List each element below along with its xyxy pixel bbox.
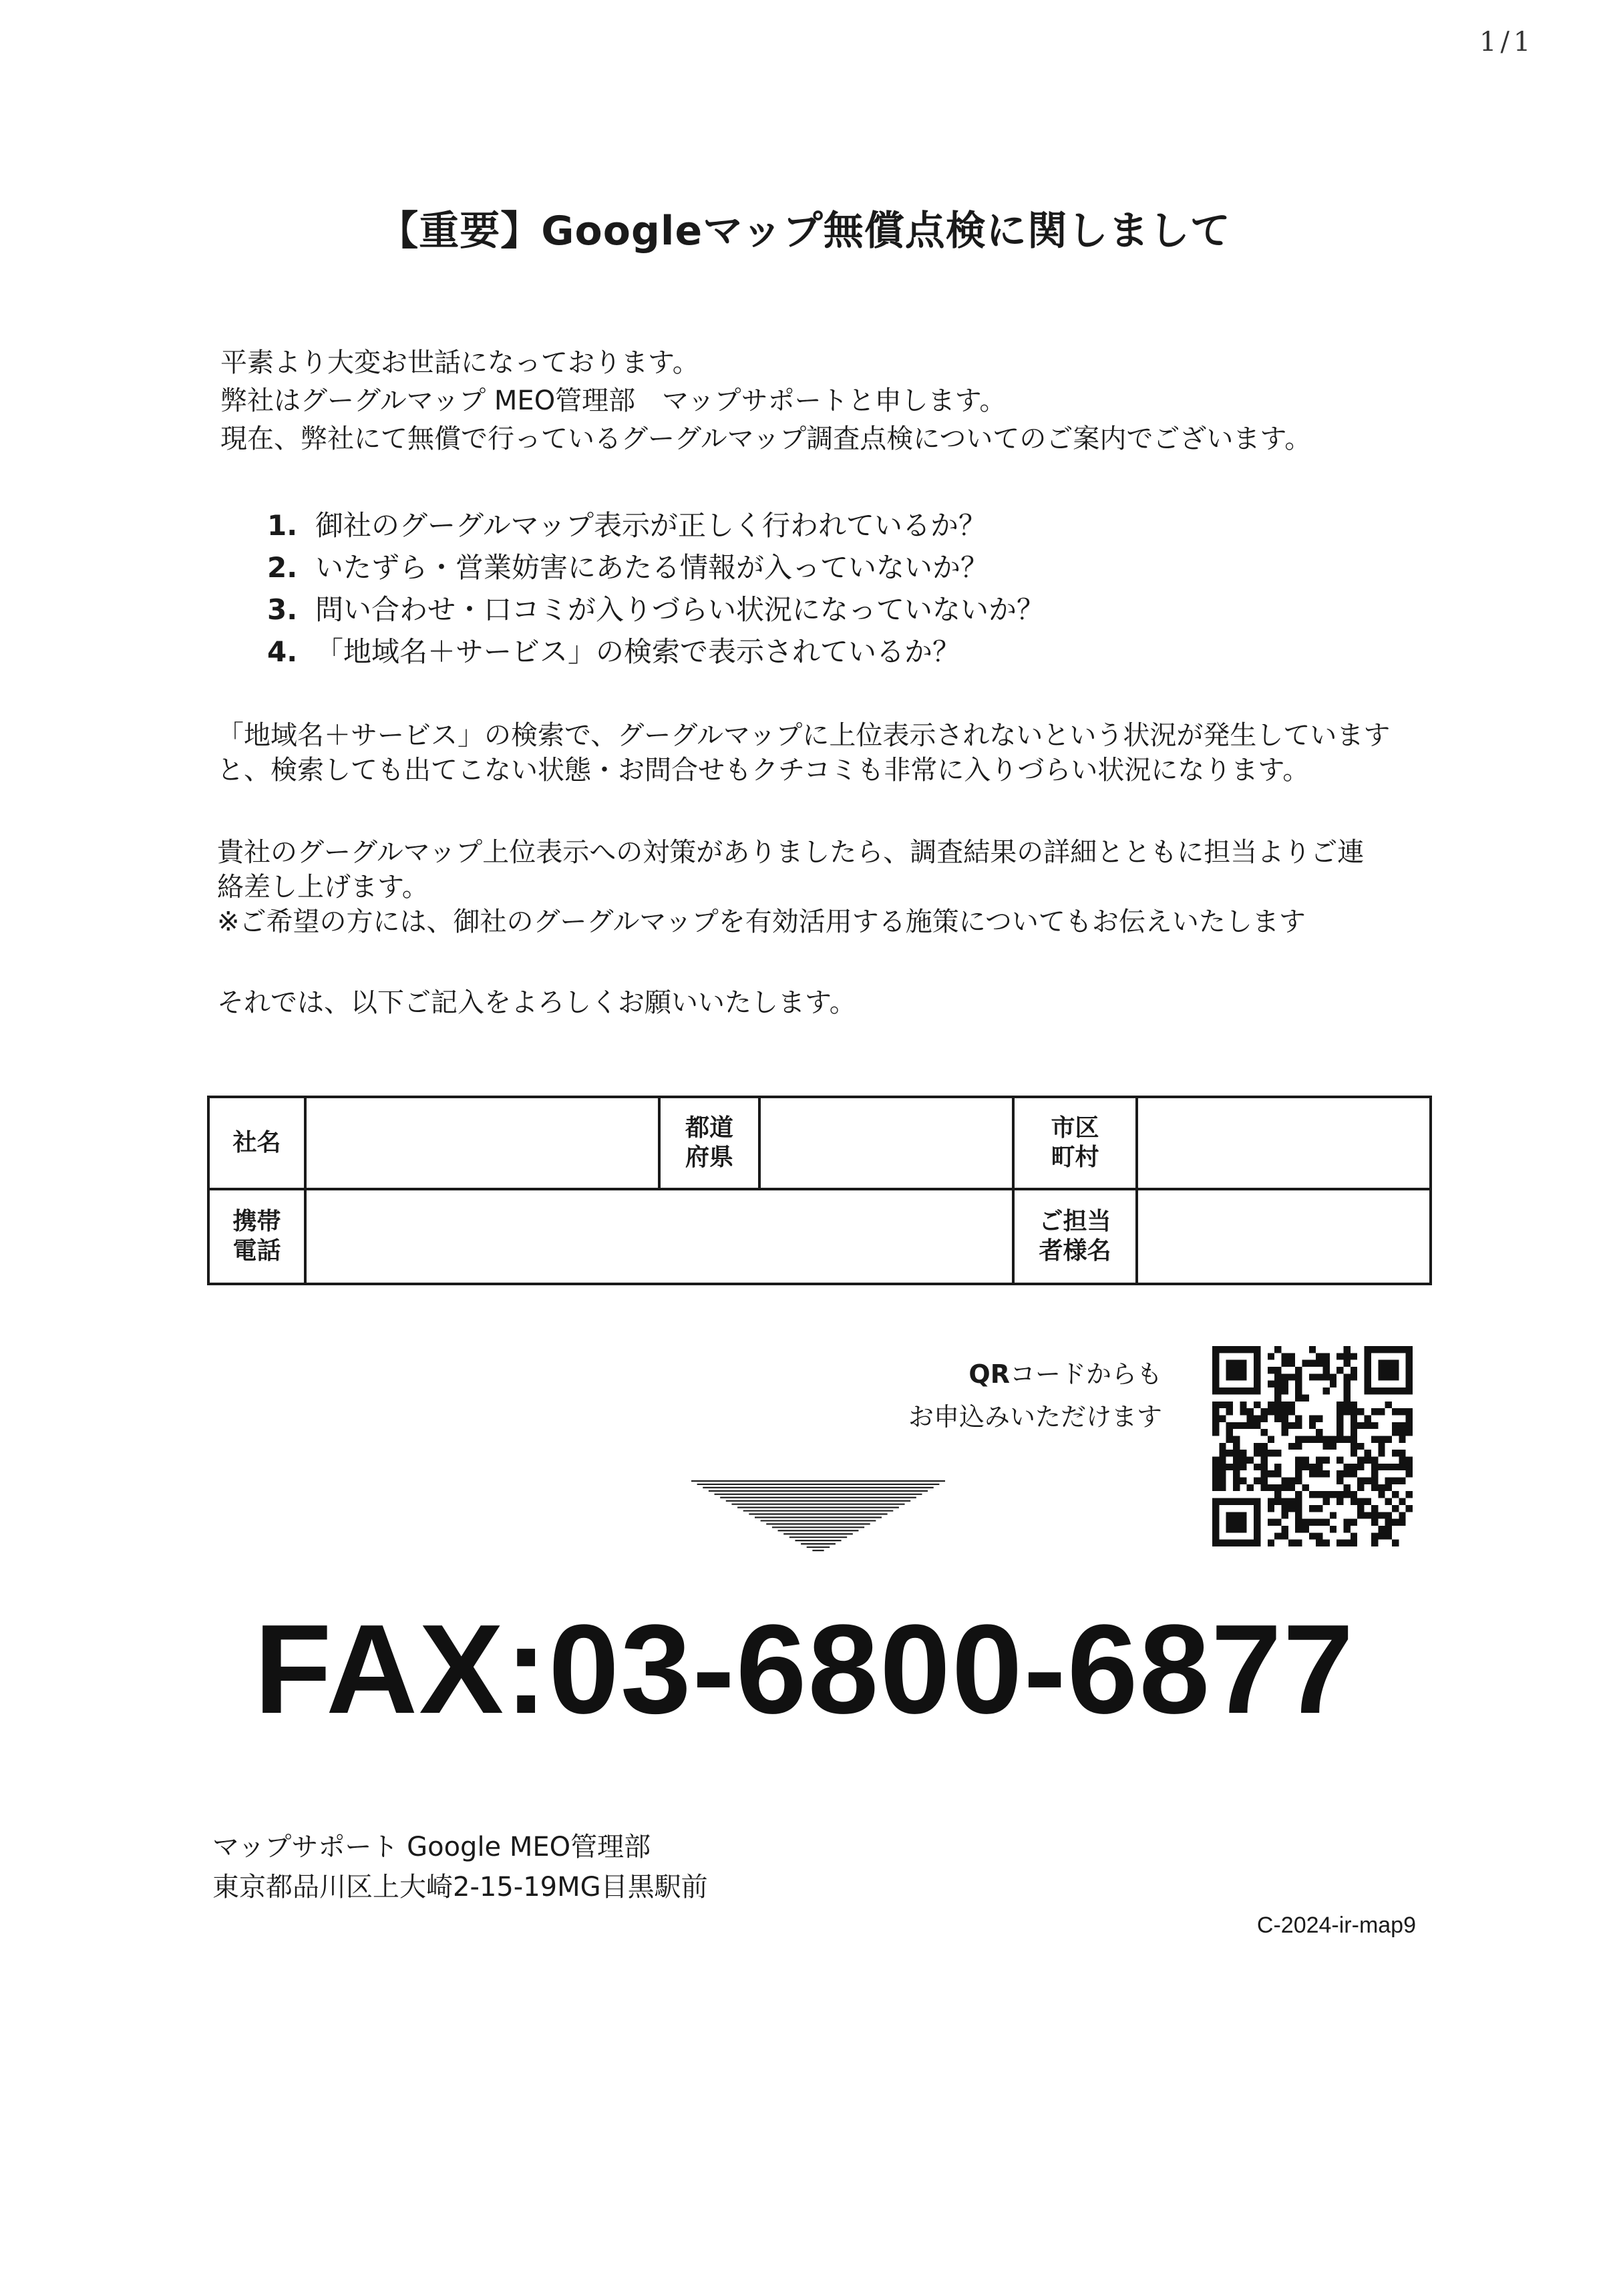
paragraph-line: それでは、以下ご記入をよろしくお願いいたします。 xyxy=(217,987,856,1018)
qr-code-icon[interactable] xyxy=(1212,1346,1413,1546)
checklist-text: 問い合わせ・口コミが入りづらい状況になっていないか？ xyxy=(315,593,1045,626)
company-name-field[interactable] xyxy=(305,1097,659,1189)
city-label: 市区 町村 xyxy=(1013,1097,1137,1189)
company-name: マップサポート Google MEO管理部 xyxy=(212,1832,651,1862)
checklist-item xyxy=(267,504,1045,546)
fax-number: FAX:03-6800-6877 xyxy=(254,1599,1355,1740)
closing-paragraph xyxy=(217,985,856,1020)
checklist-item xyxy=(267,631,1045,673)
contact-paragraph xyxy=(217,835,1364,939)
checklist-item xyxy=(267,589,1045,631)
checklist-text: 御社のグーグルマップ表示が正しく行われているか？ xyxy=(315,509,987,542)
prefecture-label: 都道 府県 xyxy=(659,1097,759,1189)
paragraph-line: ※ご希望の方には、御社のグーグルマップを有効活用する施策についてもお伝えいたします xyxy=(217,907,1306,937)
company-address: 東京都品川区上大崎2-15-19MG目黒駅前 xyxy=(212,1872,708,1903)
inspection-checklist xyxy=(267,504,1045,673)
qr-caption-text: コードからも xyxy=(1009,1359,1162,1389)
paragraph-line: 「地域名＋サービス」の検索で、グーグルマップに上位表示されないという状況が発生しています xyxy=(217,720,1391,751)
company-name-label: 社名 xyxy=(208,1097,305,1189)
document-title: 【重要】Googleマップ無償点検に関しまして xyxy=(378,208,1231,255)
checklist-number: 3. xyxy=(267,593,298,626)
paragraph-line: 絡差し上げます。 xyxy=(217,872,429,903)
company-footer xyxy=(212,1827,708,1907)
checklist-text: いたずら・営業妨害にあたる情報が入っていないか？ xyxy=(315,551,989,584)
prefecture-field[interactable] xyxy=(759,1097,1013,1189)
qr-caption xyxy=(801,1353,1162,1438)
contact-person-label: ご担当 者様名 xyxy=(1013,1189,1137,1284)
mobile-phone-field[interactable] xyxy=(305,1189,1013,1284)
intro-paragraph xyxy=(220,344,1311,458)
intro-line: 平素より大変お世話になっております。 xyxy=(220,347,699,378)
document-code: C-2024-ir-map9 xyxy=(1256,1913,1416,1938)
checklist-item xyxy=(267,546,1045,589)
qr-caption-line: お申込みいただけます xyxy=(908,1402,1162,1432)
down-arrow-icon xyxy=(691,1480,945,1553)
checklist-number: 4. xyxy=(267,635,298,668)
search-issue-paragraph xyxy=(217,718,1390,788)
mobile-phone-label: 携帯 電話 xyxy=(208,1189,305,1284)
contact-person-field[interactable] xyxy=(1137,1189,1431,1284)
checklist-number: 2. xyxy=(267,551,298,584)
checklist-number: 1. xyxy=(267,509,298,542)
intro-line: 現在、弊社にて無償で行っているグーグルマップ調査点検についてのご案内でございます。 xyxy=(220,424,1312,454)
intro-line: 弊社はグーグルマップ MEO管理部 マップサポートと申します。 xyxy=(220,385,1007,416)
qr-caption-bold: QR xyxy=(968,1359,1010,1389)
paragraph-line: 貴社のグーグルマップ上位表示への対策がありましたら、調査結果の詳細とともに担当よりご連 xyxy=(217,837,1365,868)
paragraph-line: と、検索しても出てこない状態・お問合せもクチコミも非常に入りづらい状況になります。 xyxy=(217,755,1310,786)
page-number: 1/1 xyxy=(1479,27,1535,57)
checklist-text: 「地域名＋サービス」の検索で表示されているか？ xyxy=(315,635,961,668)
city-field[interactable] xyxy=(1137,1097,1431,1189)
application-form xyxy=(207,1096,1432,1285)
